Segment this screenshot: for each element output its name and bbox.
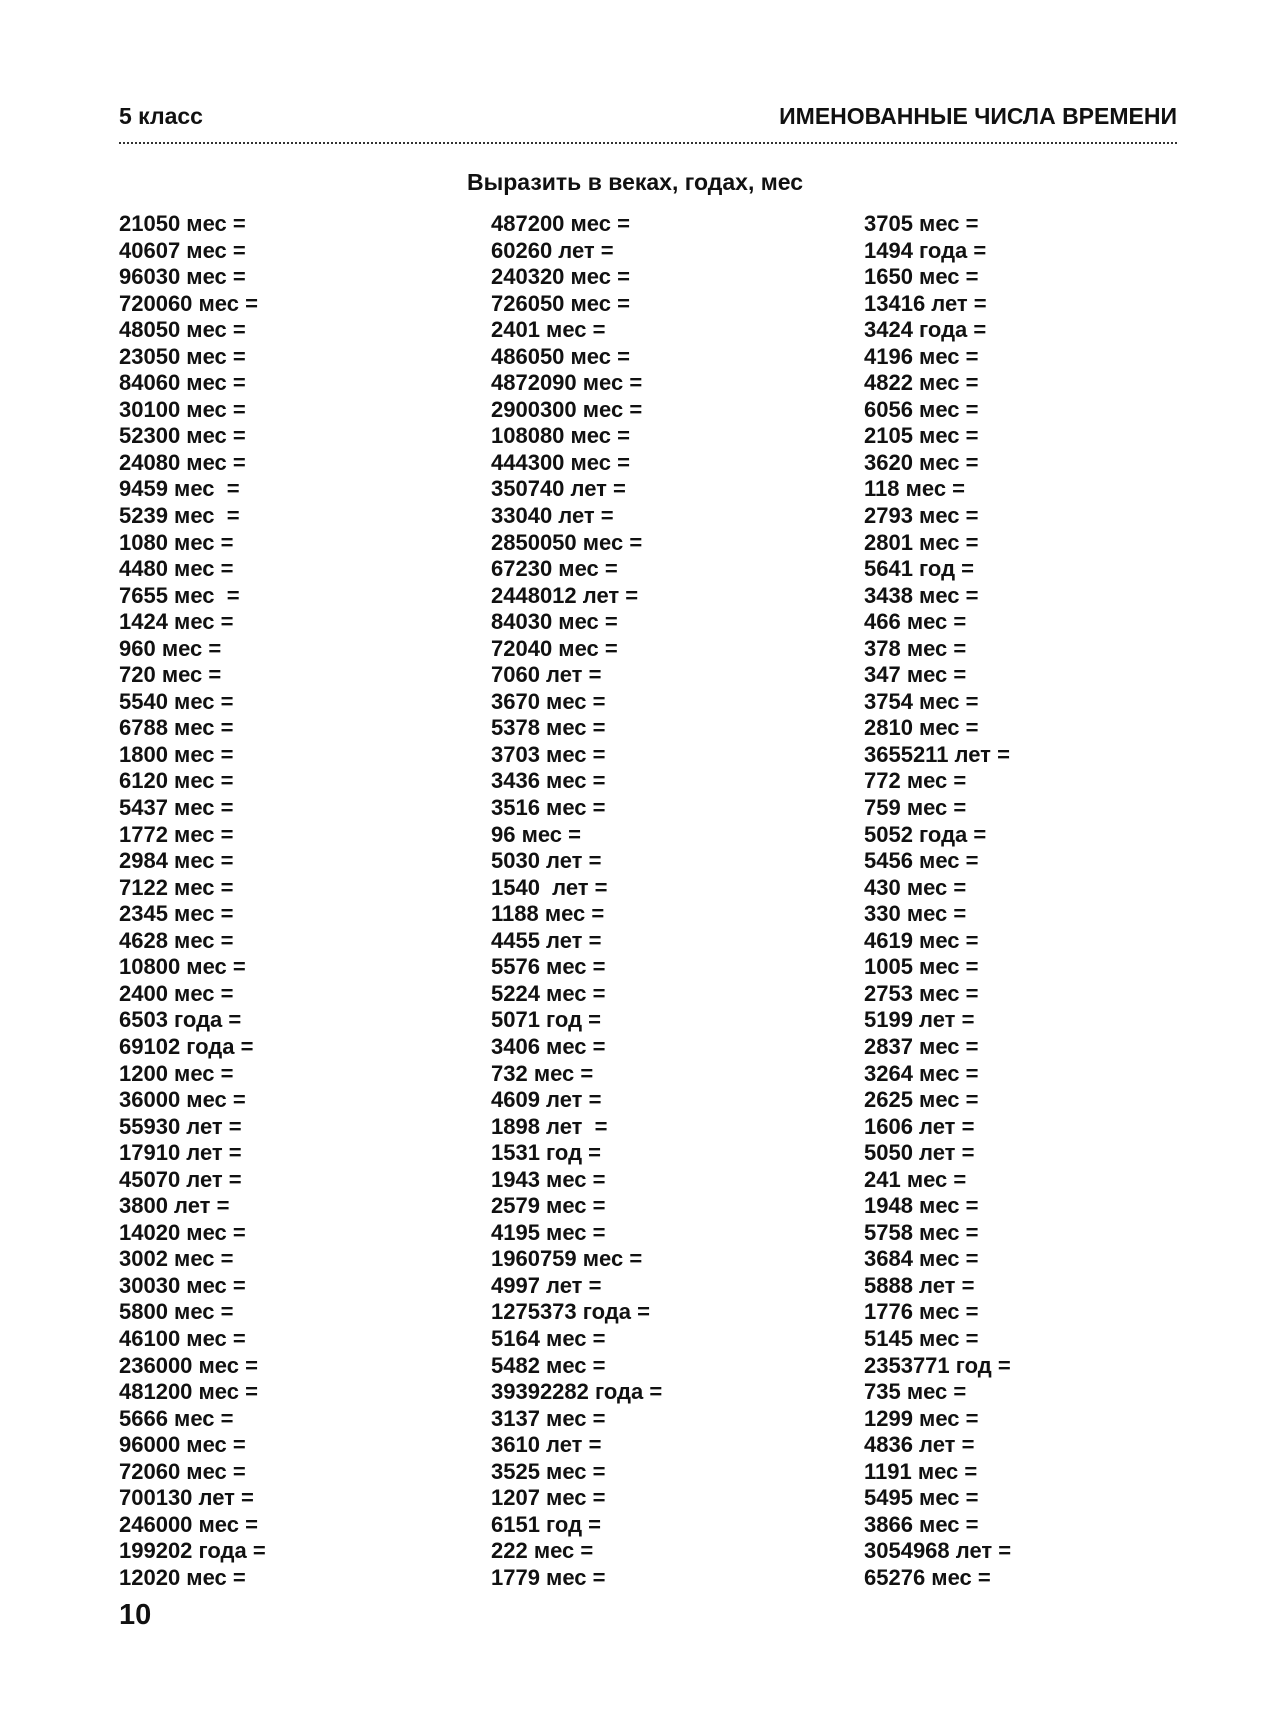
- exercise-item: 735 мес =: [864, 1379, 967, 1405]
- exercise-item: 3525 мес =: [491, 1458, 606, 1484]
- exercise-item: 67230 мес =: [491, 556, 618, 582]
- exercise-item: 5456 мес =: [864, 848, 979, 874]
- exercise-item: 6503 года =: [119, 1007, 242, 1033]
- exercise-item: 5576 мес =: [491, 954, 606, 980]
- exercise-item: 1650 мес =: [864, 264, 979, 290]
- exercise-item: 720 мес =: [119, 662, 222, 688]
- exercise-item: 1424 мес =: [119, 609, 234, 635]
- exercise-item: 39392282 года =: [491, 1379, 663, 1405]
- exercise-item: 33040 лет =: [491, 503, 614, 529]
- exercise-item: 5495 мес =: [864, 1485, 979, 1511]
- exercise-column-2: [491, 211, 662, 1591]
- exercise-item: 3516 мес =: [491, 795, 606, 821]
- exercise-item: 378 мес =: [864, 635, 967, 661]
- exercise-item: 4836 лет =: [864, 1432, 975, 1458]
- exercise-item: 240320 мес =: [491, 264, 630, 290]
- exercise-item: 772 мес =: [864, 768, 967, 794]
- exercise-item: 1494 года =: [864, 237, 987, 263]
- exercise-item: 3703 мес =: [491, 741, 606, 767]
- exercise-item: 96030 мес =: [119, 264, 246, 290]
- exercise-item: 5666 мес =: [119, 1405, 234, 1431]
- exercise-item: 3655211 лет =: [864, 741, 1010, 767]
- exercise-item: 1776 мес =: [864, 1299, 979, 1325]
- exercise-item: 30030 мес =: [119, 1272, 246, 1298]
- exercise-item: 5888 лет =: [864, 1272, 975, 1298]
- exercise-item: 5239 мес =: [119, 503, 240, 529]
- exercise-item: 3754 мес =: [864, 688, 979, 714]
- exercise-item: 2345 мес =: [119, 901, 234, 927]
- exercise-item: 96000 мес =: [119, 1432, 246, 1458]
- header-divider: [119, 142, 1177, 144]
- exercise-item: 69102 года =: [119, 1033, 254, 1059]
- exercise-item: 118 мес =: [864, 476, 966, 502]
- exercise-item: 36000 мес =: [119, 1087, 246, 1113]
- exercise-item: 2837 мес =: [864, 1033, 979, 1059]
- exercise-item: 9459 мес =: [119, 476, 240, 502]
- exercise-item: 30100 мес =: [119, 396, 246, 422]
- exercise-item: 5437 мес =: [119, 795, 234, 821]
- exercise-item: 52300 мес =: [119, 423, 246, 449]
- exercise-item: 1188 мес =: [491, 901, 605, 927]
- exercise-item: 1005 мес =: [864, 954, 979, 980]
- exercise-item: 4196 мес =: [864, 343, 979, 369]
- exercise-column-3: [864, 211, 1011, 1591]
- exercise-item: 2105 мес =: [864, 423, 979, 449]
- exercise-item: 5050 лет =: [864, 1140, 975, 1166]
- exercise-item: 24080 мес =: [119, 449, 246, 475]
- exercise-item: 72040 мес =: [491, 635, 618, 661]
- exercise-item: 6788 мес =: [119, 715, 234, 741]
- exercise-item: 481200 мес =: [119, 1379, 258, 1405]
- exercise-item: 7060 лет =: [491, 662, 602, 688]
- exercise-item: 1772 мес =: [119, 821, 234, 847]
- exercise-item: 759 мес =: [864, 795, 967, 821]
- exercise-item: 7655 мес =: [119, 582, 240, 608]
- topic-title: ИМЕНОВАННЫЕ ЧИСЛА ВРЕМЕНИ: [779, 103, 1177, 129]
- exercise-item: 3002 мес =: [119, 1246, 234, 1272]
- exercise-item: 3620 мес =: [864, 449, 979, 475]
- exercise-item: 1606 лет =: [864, 1113, 975, 1139]
- exercise-item: 60260 лет =: [491, 237, 614, 263]
- exercise-item: 13416 лет =: [864, 290, 987, 316]
- exercise-item: 48050 мес =: [119, 317, 246, 343]
- exercise-item: 65276 мес =: [864, 1564, 991, 1590]
- exercise-item: 444300 мес =: [491, 449, 630, 475]
- exercise-item: 3684 мес =: [864, 1246, 979, 1272]
- exercise-item: 1207 мес =: [491, 1485, 606, 1511]
- exercise-item: 1943 мес =: [491, 1166, 606, 1192]
- exercise-item: 1779 мес =: [491, 1564, 606, 1590]
- exercise-item: 96 мес =: [491, 821, 581, 847]
- exercise-item: 5800 мес =: [119, 1299, 234, 1325]
- exercise-item: 2400 мес =: [119, 980, 234, 1006]
- exercise-item: 466 мес =: [864, 609, 967, 635]
- exercise-item: 330 мес =: [864, 901, 967, 927]
- exercise-item: 246000 мес =: [119, 1511, 258, 1537]
- exercise-item: 486050 мес =: [491, 343, 630, 369]
- exercise-item: 350740 лет =: [491, 476, 626, 502]
- exercise-item: 5145 мес =: [864, 1325, 979, 1351]
- exercise-item: 2793 мес =: [864, 503, 979, 529]
- exercise-item: 45070 лет =: [119, 1166, 242, 1192]
- exercise-item: 2900300 мес =: [491, 396, 643, 422]
- exercise-item: 108080 мес =: [491, 423, 630, 449]
- exercise-item: 347 мес =: [864, 662, 967, 688]
- exercise-column-1: [119, 211, 266, 1591]
- exercise-item: 1800 мес =: [119, 741, 234, 767]
- exercise-item: 5199 лет =: [864, 1007, 975, 1033]
- exercise-item: 3866 мес =: [864, 1511, 979, 1537]
- exercise-item: 241 мес =: [864, 1166, 967, 1192]
- exercise-item: 21050 мес =: [119, 211, 246, 236]
- exercise-item: 55930 лет =: [119, 1113, 242, 1139]
- exercise-item: 3137 мес =: [491, 1405, 606, 1431]
- exercise-item: 14020 мес =: [119, 1219, 246, 1245]
- exercise-item: 17910 лет =: [119, 1140, 242, 1166]
- exercise-item: 5164 мес =: [491, 1325, 606, 1351]
- exercise-item: 4480 мес =: [119, 556, 234, 582]
- exercise-item: 487200 мес =: [491, 211, 630, 236]
- exercise-item: 6120 мес =: [119, 768, 234, 794]
- exercise-item: 23050 мес =: [119, 343, 246, 369]
- exercise-item: 5758 мес =: [864, 1219, 979, 1245]
- exercise-item: 222 мес =: [491, 1538, 594, 1564]
- exercise-item: 4822 мес =: [864, 370, 979, 396]
- exercise-item: 1898 лет =: [491, 1113, 608, 1139]
- exercise-item: 1275373 года =: [491, 1299, 650, 1325]
- exercise-item: 7122 мес =: [119, 874, 234, 900]
- exercise-item: 4455 лет =: [491, 927, 602, 953]
- exercise-item: 1191 мес =: [864, 1458, 978, 1484]
- exercise-item: 199202 года =: [119, 1538, 266, 1564]
- exercise-item: 1200 мес =: [119, 1060, 234, 1086]
- grade-label: 5 класс: [119, 103, 203, 129]
- exercise-item: 1948 мес =: [864, 1193, 979, 1219]
- exercise-item: 1080 мес =: [119, 529, 234, 555]
- exercise-item: 3705 мес =: [864, 211, 979, 236]
- exercise-item: 2801 мес =: [864, 529, 979, 555]
- exercise-item: 5641 год =: [864, 556, 974, 582]
- exercise-item: 84030 мес =: [491, 609, 618, 635]
- exercise-item: 5224 мес =: [491, 980, 606, 1006]
- exercise-item: 430 мес =: [864, 874, 967, 900]
- exercise-item: 5030 лет =: [491, 848, 602, 874]
- exercise-item: 4628 мес =: [119, 927, 234, 953]
- exercise-item: 1540 лет =: [491, 874, 608, 900]
- exercise-item: 1960759 мес =: [491, 1246, 643, 1272]
- exercise-item: 5482 мес =: [491, 1352, 606, 1378]
- exercise-item: 3438 мес =: [864, 582, 979, 608]
- exercise-item: 4872090 мес =: [491, 370, 643, 396]
- exercise-item: 5540 мес =: [119, 688, 234, 714]
- exercise-item: 4609 лет =: [491, 1087, 602, 1113]
- exercise-item: 3670 мес =: [491, 688, 606, 714]
- exercise-item: 2753 мес =: [864, 980, 979, 1006]
- exercise-item: 3054968 лет =: [864, 1538, 1012, 1564]
- task-title: Выразить в веках, годах, мес: [466, 169, 804, 195]
- exercise-item: 4619 мес =: [864, 927, 979, 953]
- exercise-item: 3610 лет =: [491, 1432, 602, 1458]
- exercise-item: 3436 мес =: [491, 768, 606, 794]
- exercise-item: 732 мес =: [491, 1060, 594, 1086]
- exercise-item: 2810 мес =: [864, 715, 979, 741]
- exercise-item: 1531 год =: [491, 1140, 601, 1166]
- exercise-item: 2579 мес =: [491, 1193, 606, 1219]
- exercise-item: 3264 мес =: [864, 1060, 979, 1086]
- exercise-item: 1299 мес =: [864, 1405, 979, 1431]
- exercise-item: 236000 мес =: [119, 1352, 258, 1378]
- exercise-item: 5071 год =: [491, 1007, 601, 1033]
- exercise-item: 10800 мес =: [119, 954, 246, 980]
- exercise-item: 2984 мес =: [119, 848, 234, 874]
- exercise-item: 46100 мес =: [119, 1325, 246, 1351]
- exercise-item: 12020 мес =: [119, 1564, 246, 1590]
- exercise-item: 2448012 лет =: [491, 582, 639, 608]
- exercise-item: 3406 мес =: [491, 1033, 606, 1059]
- exercise-item: 960 мес =: [119, 635, 222, 661]
- exercise-item: 84060 мес =: [119, 370, 246, 396]
- page-number: 10: [119, 1599, 152, 1631]
- exercise-item: 2401 мес =: [491, 317, 606, 343]
- exercise-item: 5052 года =: [864, 821, 987, 847]
- exercise-item: 3424 года =: [864, 317, 987, 343]
- exercise-item: 72060 мес =: [119, 1458, 246, 1484]
- exercise-item: 3800 лет =: [119, 1193, 230, 1219]
- exercise-item: 726050 мес =: [491, 290, 630, 316]
- exercise-item: 720060 мес =: [119, 290, 258, 316]
- exercise-item: 4195 мес =: [491, 1219, 606, 1245]
- exercise-item: 6056 мес =: [864, 396, 979, 422]
- exercise-item: 2850050 мес =: [491, 529, 643, 555]
- exercise-item: 4997 лет =: [491, 1272, 602, 1298]
- exercise-item: 700130 лет =: [119, 1485, 254, 1511]
- exercise-item: 2353771 год =: [864, 1352, 1011, 1378]
- exercise-item: 40607 мес =: [119, 237, 246, 263]
- exercise-item: 6151 год =: [491, 1511, 601, 1537]
- exercise-item: 5378 мес =: [491, 715, 606, 741]
- exercise-item: 2625 мес =: [864, 1087, 979, 1113]
